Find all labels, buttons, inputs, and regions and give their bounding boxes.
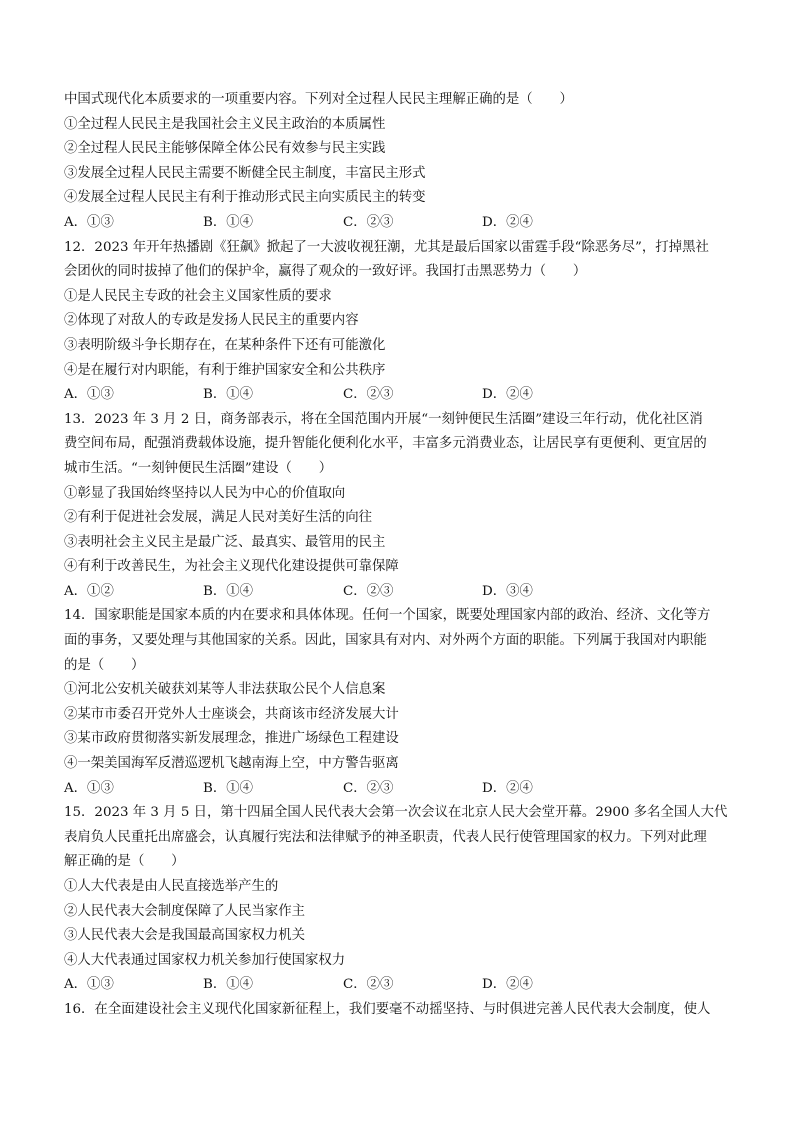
- text-line: 14．国家职能是国家本质的内在要求和具体体现。任何一个国家，既要处理国家内部的政治、经济、文化等方: [64, 608, 711, 624]
- text-line: ①河北公安机关破获刘某等人非法获取公民个人信息案: [64, 682, 386, 698]
- answer-options-row: [64, 211, 734, 236]
- answer-option-b[interactable]: B．①④: [203, 387, 254, 403]
- answer-option-d[interactable]: D．②④: [482, 780, 533, 796]
- text-line: 解正确的是（ ）: [64, 854, 185, 870]
- answer-options-row: [64, 777, 734, 802]
- text-line: ④一架美国海军反潜巡逻机飞越南海上空，中方警告驱离: [64, 756, 399, 772]
- text-line: ②全过程人民民主能够保障全体公民有效参与民主实践: [64, 141, 386, 157]
- answer-option-c[interactable]: C．②③: [343, 977, 394, 993]
- text-line: 费空间布局，配强消费载体设施，提升智能化便利化水平，丰富多元消费业态，让居民享有更便利、更宜居的: [64, 436, 707, 452]
- text-line: ④是在履行对内职能，有利于维护国家安全和公共秩序: [64, 362, 386, 378]
- text-line: 13．2023 年 3 月 2 日，商务部表示，将在全国范围内开展“一刻钟便民生活圈”建设三年行动，优化社区消: [64, 411, 703, 427]
- text-line: ③某市政府贯彻落实新发展理念，推进广场绿色工程建设: [64, 731, 399, 747]
- text-line: ③人民代表大会是我国最高国家权力机关: [64, 928, 306, 944]
- answer-option-b[interactable]: B．①④: [203, 977, 254, 993]
- answer-option-b[interactable]: B．①④: [203, 214, 254, 230]
- answer-option-d[interactable]: D．③④: [482, 583, 533, 599]
- text-line: 面的事务，又要处理与其他国家的关系。因此，国家具有对内、对外两个方面的职能。下列属于我国对内职能: [64, 633, 707, 649]
- answer-option-c[interactable]: C．②③: [343, 780, 394, 796]
- answer-option-b[interactable]: B．①④: [203, 583, 254, 599]
- text-line: 表肩负人民重托出席盛会，认真履行宪法和法律赋予的神圣职责，代表人民行使管理国家的权力。下列对此理: [64, 829, 707, 845]
- text-line: ①全过程人民民主是我国社会主义民主政治的本质属性: [64, 116, 386, 132]
- answer-options-row: [64, 973, 734, 998]
- text-line: 的是（ ）: [64, 657, 145, 673]
- answer-option-d[interactable]: D．②④: [482, 214, 533, 230]
- text-line: ③发展全过程人民民主需要不断健全民主制度，丰富民主形式: [64, 165, 426, 181]
- answer-option-c[interactable]: C．②③: [343, 583, 394, 599]
- text-line: ②人民代表大会制度保障了人民当家作主: [64, 903, 306, 919]
- text-line: ②有利于促进社会发展，满足人民对美好生活的向往: [64, 510, 372, 526]
- text-line: ④有利于改善民生，为社会主义现代化建设提供可靠保障: [64, 559, 399, 575]
- answer-option-d[interactable]: D．②④: [482, 387, 533, 403]
- answer-options-row: [64, 383, 734, 408]
- text-line: 会团伙的同时拔掉了他们的保护伞，赢得了观众的一致好评。我国打击黑恶势力（ ）: [64, 264, 587, 280]
- text-line: ①彰显了我国始终坚持以人民为中心的价值取向: [64, 485, 346, 501]
- answer-option-a[interactable]: A．①③: [64, 780, 114, 796]
- answer-option-c[interactable]: C．②③: [343, 387, 394, 403]
- text-line: 16．在全面建设社会主义现代化国家新征程上，我们要毫不动摇坚持、与时俱进完善人民代表大会制度，使人: [64, 1001, 711, 1017]
- text-line: ②某市市委召开党外人士座谈会，共商该市经济发展大计: [64, 706, 399, 722]
- text-line: ③表明阶级斗争长期存在，在某种条件下还有可能激化: [64, 337, 386, 353]
- text-line: ①是人民民主专政的社会主义国家性质的要求: [64, 288, 332, 304]
- text-line: 12．2023 年开年热播剧《狂飙》掀起了一大波收视狂潮，尤其是最后国家以雷霆手段“除恶务尽”，打掉黑社: [64, 239, 709, 255]
- answer-option-a[interactable]: A．①③: [64, 214, 114, 230]
- text-line: 城市生活。“一刻钟便民生活圈”建设（ ）: [64, 460, 333, 476]
- answer-option-d[interactable]: D．②④: [482, 977, 533, 993]
- text-line: ④人大代表通过国家权力机关参加行使国家权力: [64, 952, 346, 968]
- text-line: ④发展全过程人民民主有利于推动形式民主向实质民主的转变: [64, 190, 426, 206]
- answer-option-a[interactable]: A．①③: [64, 387, 114, 403]
- text-line: ①人大代表是由人民直接选举产生的: [64, 879, 279, 894]
- text-line: ③表明社会主义民主是最广泛、最真实、最管用的民主: [64, 534, 386, 550]
- answer-option-a[interactable]: A．①③: [64, 977, 114, 993]
- answer-option-a[interactable]: A．①②: [64, 583, 114, 599]
- answer-option-b[interactable]: B．①④: [203, 780, 254, 796]
- text-line: ②体现了对敌人的专政是发扬人民民主的重要内容: [64, 313, 359, 329]
- answer-option-c[interactable]: C．②③: [343, 214, 394, 230]
- text-line: 中国式现代化本质要求的一项重要内容。下列对全过程人民民主理解正确的是（ ）: [64, 92, 573, 107]
- answer-options-row: [64, 580, 734, 605]
- text-line: 15．2023 年 3 月 5 日，第十四届全国人民代表大会第一次会议在北京人民大会堂开幕。2900 多名全国人大代: [64, 805, 728, 821]
